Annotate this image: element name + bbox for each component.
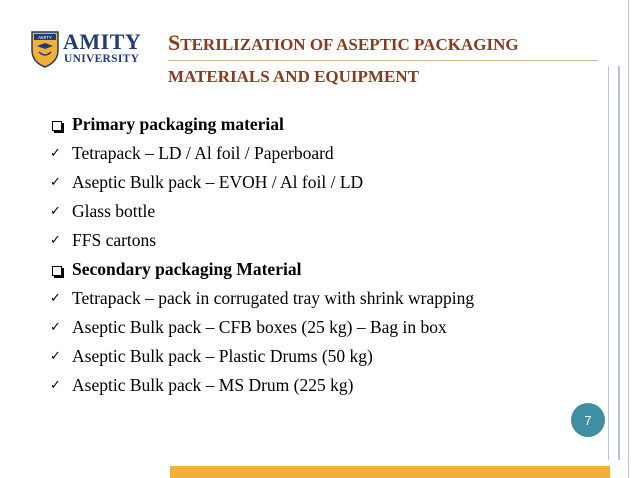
slide-title-line-1 bbox=[168, 30, 519, 55]
checkmark-icon: ✓ bbox=[50, 291, 61, 306]
list-item-text: Primary packaging material bbox=[72, 114, 284, 134]
list-item-text: Aseptic Bulk pack – MS Drum (225 kg) bbox=[72, 375, 354, 395]
page-number-badge: 7 bbox=[571, 403, 605, 437]
list-item-text: Tetrapack – LD / Al foil / Paperboard bbox=[72, 143, 334, 163]
list-item-text: Tetrapack – pack in corrugated tray with shrink wrapping bbox=[72, 288, 475, 308]
list-item bbox=[50, 168, 610, 197]
list-item-text: FFS cartons bbox=[72, 230, 157, 250]
list-item-text: Aseptic Bulk pack – EVOH / Al foil / LD bbox=[72, 172, 364, 192]
square-bullet-icon bbox=[50, 255, 70, 284]
logo-wordmark: AMITY bbox=[63, 29, 142, 54]
checkmark-icon: ✓ bbox=[50, 320, 61, 335]
amity-logo bbox=[30, 30, 142, 72]
list-item-text: Aseptic Bulk pack – CFB boxes (25 kg) – Bag in box bbox=[72, 317, 447, 337]
checkmark-icon: ✓ bbox=[50, 175, 61, 190]
list-item bbox=[50, 255, 610, 284]
checkmark-icon: ✓ bbox=[50, 233, 61, 248]
logo-subtitle: UNIVERSITY bbox=[64, 53, 140, 65]
shield-text: AMITY bbox=[38, 35, 52, 40]
list-item bbox=[50, 284, 610, 313]
accent-bar bbox=[170, 466, 610, 478]
checkmark-icon: ✓ bbox=[50, 146, 61, 161]
list-item bbox=[50, 197, 610, 226]
checkmark-icon: ✓ bbox=[50, 204, 61, 219]
list-item bbox=[50, 313, 610, 342]
bullet-list bbox=[50, 110, 610, 400]
list-item bbox=[50, 371, 610, 400]
university-shield-icon bbox=[30, 30, 60, 68]
title-initial: S bbox=[168, 30, 181, 55]
list-item-text: Glass bottle bbox=[72, 201, 156, 221]
title-underline bbox=[168, 60, 598, 61]
decorative-rule bbox=[618, 66, 620, 460]
list-item bbox=[50, 226, 610, 255]
decorative-rule bbox=[628, 0, 629, 478]
list-item bbox=[50, 342, 610, 371]
list-item-text: Aseptic Bulk pack – Plastic Drums (50 kg) bbox=[72, 346, 373, 366]
list-item-text: Secondary packaging Material bbox=[72, 259, 302, 279]
list-item bbox=[50, 139, 610, 168]
square-bullet-icon bbox=[50, 110, 70, 139]
list-item bbox=[50, 110, 610, 139]
slide-title-line-2: MATERIALS AND EQUIPMENT bbox=[168, 67, 419, 86]
title-rest: TERILIZATION OF ASEPTIC PACKAGING bbox=[180, 35, 519, 54]
checkmark-icon: ✓ bbox=[50, 378, 61, 393]
checkmark-icon: ✓ bbox=[50, 349, 61, 364]
